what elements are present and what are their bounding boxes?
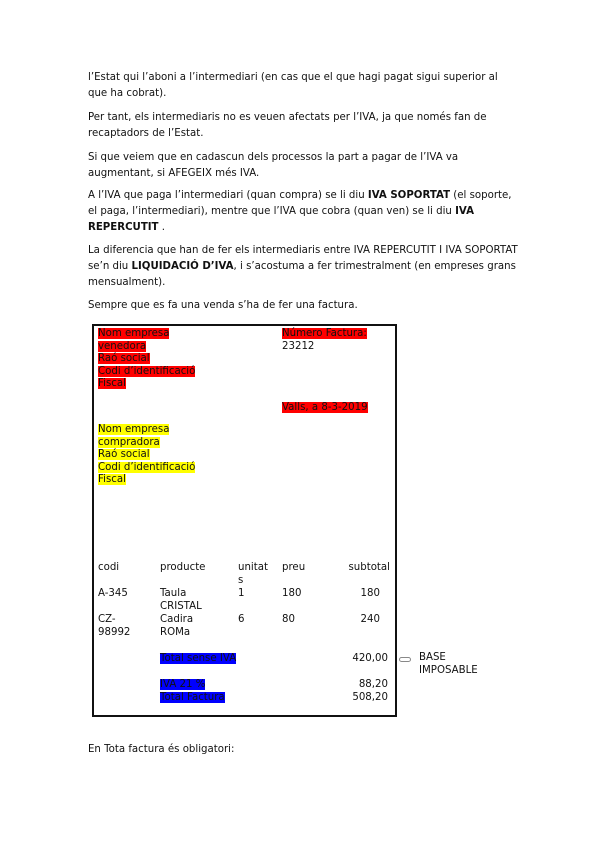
place-date [282,402,368,415]
paragraph-1: l’Estat qui l’aboni a l’intermediari (en cas que el que hagi pagat sigui superior al que ha cobrat). [88,72,498,99]
buyer-line: Raó social [98,449,150,461]
row-2-codi-line: 98992 [98,626,131,638]
row-2-codi-line: CZ- [98,614,116,625]
header-codi: codi [98,562,120,573]
callout-connector [399,657,411,662]
total-sense-iva-label-text: Total sense IVA [160,653,237,664]
buyer-line: compradora [98,436,160,448]
p5-text-1: La diferencia que han de fer els intermediaris entre IVA REPERCUTIT I IVA SOPORTAT se’n diu [88,245,518,272]
header-subtotal: subtotal [348,562,390,573]
p4-bold-iva-soportat: IVA SOPORTAT [367,190,451,201]
header-producte: producte [160,562,206,573]
total-sense-iva-value: 420,00 [352,653,388,664]
row-2-producte-line: Cadira [160,614,194,625]
buyer-block [98,424,195,487]
paragraph-2: Per tant, els intermediaris no es veuen afectats per l’IVA, ja que només fan de recaptadors de l’Estat. [88,112,487,139]
row-1-codi: A-345 [98,588,128,599]
paragraph-4 [88,188,518,236]
paragraph-5 [88,243,518,291]
p5-text-2: , i s’acostuma a fer trimestralment (en empreses grans mensualment). [88,261,516,288]
row-1-producte-line: Taula [160,588,187,599]
total-factura-value: 508,20 [352,692,388,703]
place-date-text: Valls, a 8-3-2019 [282,402,368,413]
header-preu: preu [282,562,306,573]
p5-bold-liquidacio: LIQUIDACIÓ D’IVA [131,261,234,272]
row-1-preu: 180 [282,588,302,599]
seller-line: Fiscal [98,378,126,390]
paragraph-7: En Tota factura és obligatori: [88,744,235,755]
seller-line: venedora [98,340,147,352]
row-2-codi [98,614,130,639]
row-2-subtotal: 240 [360,614,380,625]
seller-line: Codi d’identificació [98,365,196,377]
iva-value: 88,20 [358,679,388,690]
paragraph-3: Si que veiem que en cadascun dels processos la part a pagar de l’IVA va augmentant, si AFEGEIX més IVA. [88,152,459,179]
buyer-line: Codi d’identificació [98,461,196,473]
p4-bold-iva-repercutit: IVA REPERCUTIT [88,206,474,233]
row-1-producte-line: CRISTAL [160,600,202,612]
header-unitats-1: unitat [238,562,268,573]
buyer-line: Fiscal [98,474,126,486]
invoice-box [92,324,397,717]
row-2-unitats: 6 [238,614,245,625]
p4-text-1: A l’IVA que paga l’intermediari (quan compra) se li diu [88,190,368,201]
invoice-number: 23212 [282,340,315,352]
iva-label [160,679,205,692]
row-1-producte [160,588,202,613]
invoice-number-label: Número Factura: [282,328,367,339]
total-factura-label-text: Total Factura [160,692,225,703]
total-factura-label [160,692,225,705]
iva-label-text: IVA 21 % [160,679,206,690]
p4-text-3: . [158,222,165,233]
row-2-preu: 80 [282,614,295,625]
seller-line: Raó social [98,353,150,365]
callout-line-2: IMPOSABLE [419,664,478,676]
paragraph-6: Sempre que es fa una venda s’ha de fer una factura. [88,300,358,311]
total-sense-iva-label [160,653,236,666]
seller-block [98,328,195,391]
buyer-line: Nom empresa [98,424,170,435]
row-2-producte [160,614,193,639]
callout-line-1: BASE [419,652,446,663]
callout-base-imposable [419,652,478,677]
seller-line: Nom empresa [98,328,170,339]
row-1-subtotal: 180 [360,588,380,599]
p4-text-2: (el soporte, el paga, l’intermediari), mentre que l’IVA que cobra (quan ven) se li diu [88,190,512,217]
invoice-number-block [282,328,367,353]
header-unitats-2: s [238,574,244,586]
row-2-producte-line: ROMa [160,626,191,638]
row-1-unitats: 1 [238,588,245,599]
header-unitats [238,562,268,587]
